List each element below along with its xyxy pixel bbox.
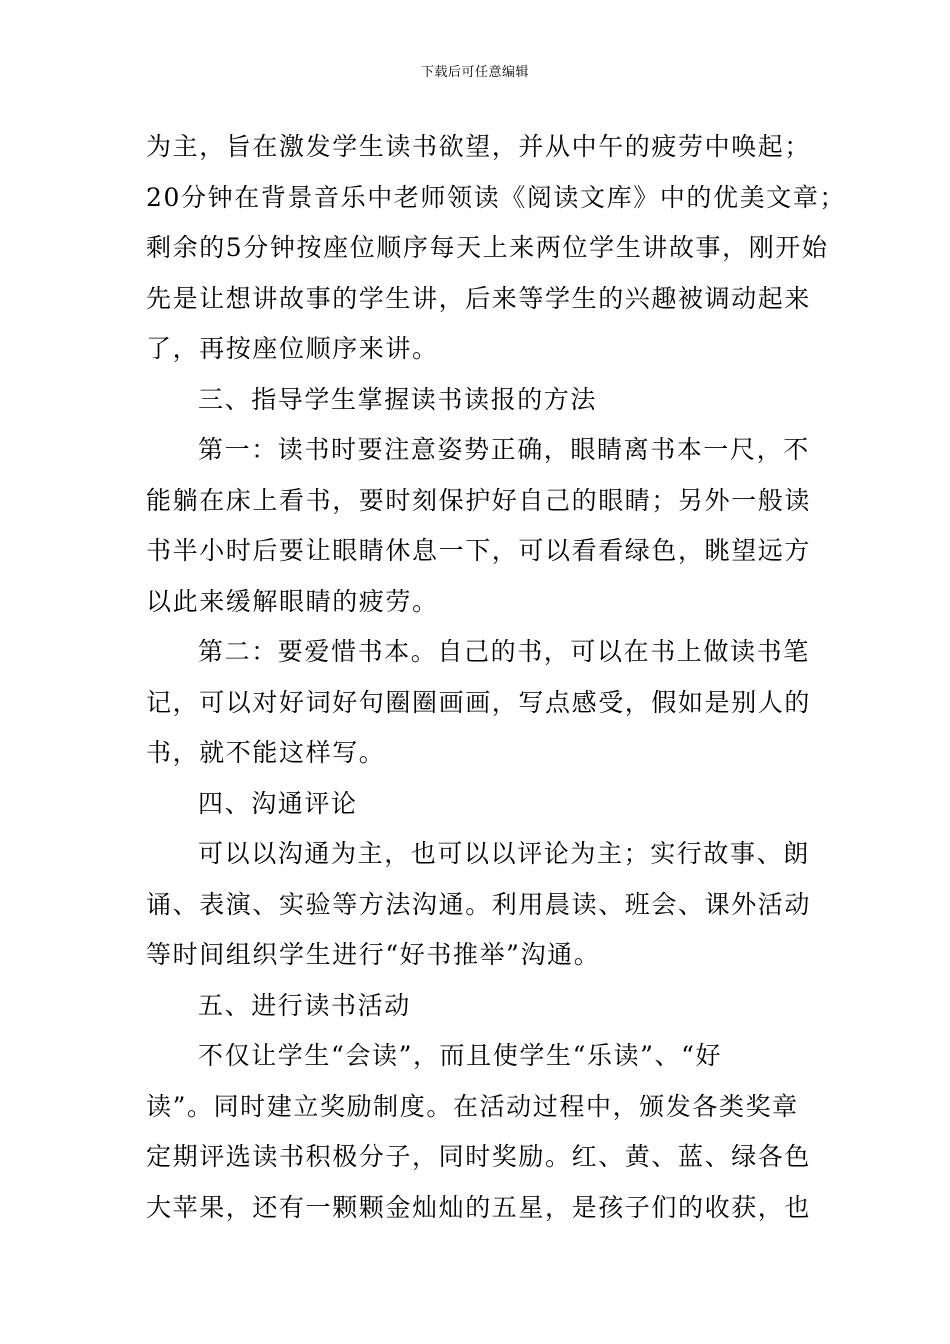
text-line: 20分钟在背景音乐中老师领读《阅读文库》中的优美文章； [146, 182, 847, 212]
section-heading-4 [146, 779, 818, 830]
paragraph-second [146, 627, 818, 779]
text-line: 为主，旨在激发学生读书欲望，并从中午的疲劳中唤起； [146, 132, 812, 161]
text-line: 不仅让学生“会读”，而且使学生“乐读”、“好 [198, 1041, 723, 1070]
text-line: 书，就不能这样写。 [146, 738, 386, 767]
text-line: 大苹果，还有一颗颗金灿灿的五星，是孩子们的收获，也 [146, 1192, 812, 1222]
paragraph-continuation [146, 122, 847, 375]
paragraph-communication [146, 829, 818, 981]
paragraph-first [146, 425, 818, 627]
text-line: 记，可以对好词好句圈圈画画，写点感受，假如是别人的 [146, 687, 812, 717]
text-line: 第一：读书时要注意姿势正确，眼睛离书本一尺，不 [198, 435, 810, 464]
heading-line: 三、指导学生掌握读书读报的方法 [198, 384, 598, 414]
document-body [146, 122, 847, 1233]
text-line: 剩余的5分钟按座位顺序每天上来两位学生讲故事，刚开始 [146, 233, 829, 262]
section-heading-5 [146, 981, 818, 1032]
text-line: 先是让想讲故事的学生讲，后来等学生的兴趣被调动起来 [146, 283, 812, 313]
text-line: 诵、表演、实验等方法沟通。利用晨读、班会、课外活动 [146, 889, 812, 919]
text-line: 等时间组织学生进行“好书推举”沟通。 [146, 940, 601, 969]
text-line: 定期评选读书积极分子，同时奖励。红、黄、蓝、绿各色 [146, 1142, 812, 1171]
text-line: 以此来缓解眼睛的疲劳。 [146, 586, 439, 616]
heading-line: 五、进行读书活动 [198, 990, 411, 1020]
text-line: 读”。同时建立奖励制度。在活动过程中，颁发各类奖章 [146, 1091, 799, 1121]
paragraph-activities [146, 1031, 818, 1233]
text-line: 能躺在床上看书，要时刻保护好自己的眼睛；另外一般读 [146, 485, 812, 515]
text-line: 了，再按座位顺序来讲。 [146, 334, 439, 363]
heading-line: 四、沟通评论 [198, 788, 358, 818]
text-line: 第二：要爱惜书本。自己的书，可以在书上做读书笔 [198, 637, 810, 666]
page-header: 下载后可任意编辑 [420, 65, 529, 80]
text-line: 可以以沟通为主，也可以以评论为主；实行故事、朗 [198, 839, 810, 868]
text-line: 书半小时后要让眼睛休息一下，可以看看绿色，眺望远方 [146, 536, 812, 565]
section-heading-3 [146, 375, 818, 426]
